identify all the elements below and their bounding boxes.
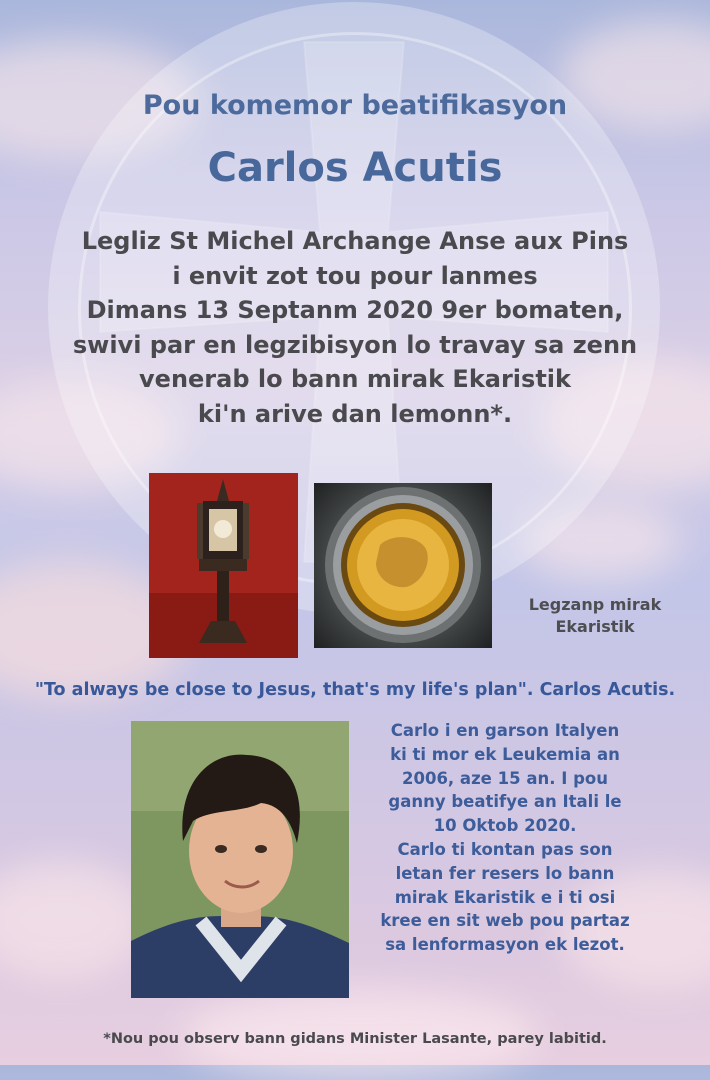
invitation-line: ki'n arive dan lemonn*.	[197, 399, 513, 428]
sky-cloud	[0, 860, 150, 980]
invitation-line: Dimans 13 Septanm 2020 9er bomaten,	[86, 296, 624, 324]
reliquary-photo	[314, 483, 492, 648]
bio-line: 2006, aze 15 an. I pou	[402, 768, 608, 788]
life-plan-quote: "To always be close to Jesus, that's my life's plan". Carlos Acutis.	[34, 680, 676, 700]
monstrance-photo	[149, 473, 298, 658]
invitation-line: Legliz St Michel Archange Anse aux Pins	[81, 227, 629, 255]
bio-line: mirak Ekaristik e i ti osi	[394, 887, 616, 907]
invitation-line: i envit zot tou pour lanmes	[172, 261, 538, 290]
invitation-line: swivi par en legzibisyon lo travay sa zenn	[72, 330, 638, 359]
caption-line: Ekaristik	[555, 617, 635, 636]
commemoration-kicker: Pou komemor beatifikasyon	[142, 90, 568, 121]
bio-line: ganny beatifye an Itali le	[388, 792, 622, 812]
bio-line: sa lenformasyon ek lezot.	[385, 935, 625, 955]
bio-line: kree en sit web pou partaz	[380, 911, 630, 931]
bio-line: Carlo ti kontan pas son	[397, 839, 613, 859]
health-guidance-footnote: *Nou pou observ bann gidans Minister Lasante, parey labitid.	[103, 1031, 607, 1047]
bio-line: ki ti mor ek Leukemia an	[390, 744, 620, 764]
bio-line: 10 Oktob 2020.	[433, 816, 577, 836]
biography-text	[362, 719, 648, 957]
carlo-portrait-photo	[131, 721, 349, 998]
honoree-name: Carlos Acutis	[207, 145, 503, 191]
invitation-line: venerab lo bann mirak Ekaristik	[139, 365, 571, 393]
bio-line: Carlo i en garson Italyen	[390, 721, 620, 740]
bio-line: letan fer resers lo bann	[395, 863, 615, 883]
invitation-text	[0, 224, 710, 431]
caption-line: Legzanp mirak	[528, 595, 662, 614]
photos-caption	[525, 594, 665, 638]
